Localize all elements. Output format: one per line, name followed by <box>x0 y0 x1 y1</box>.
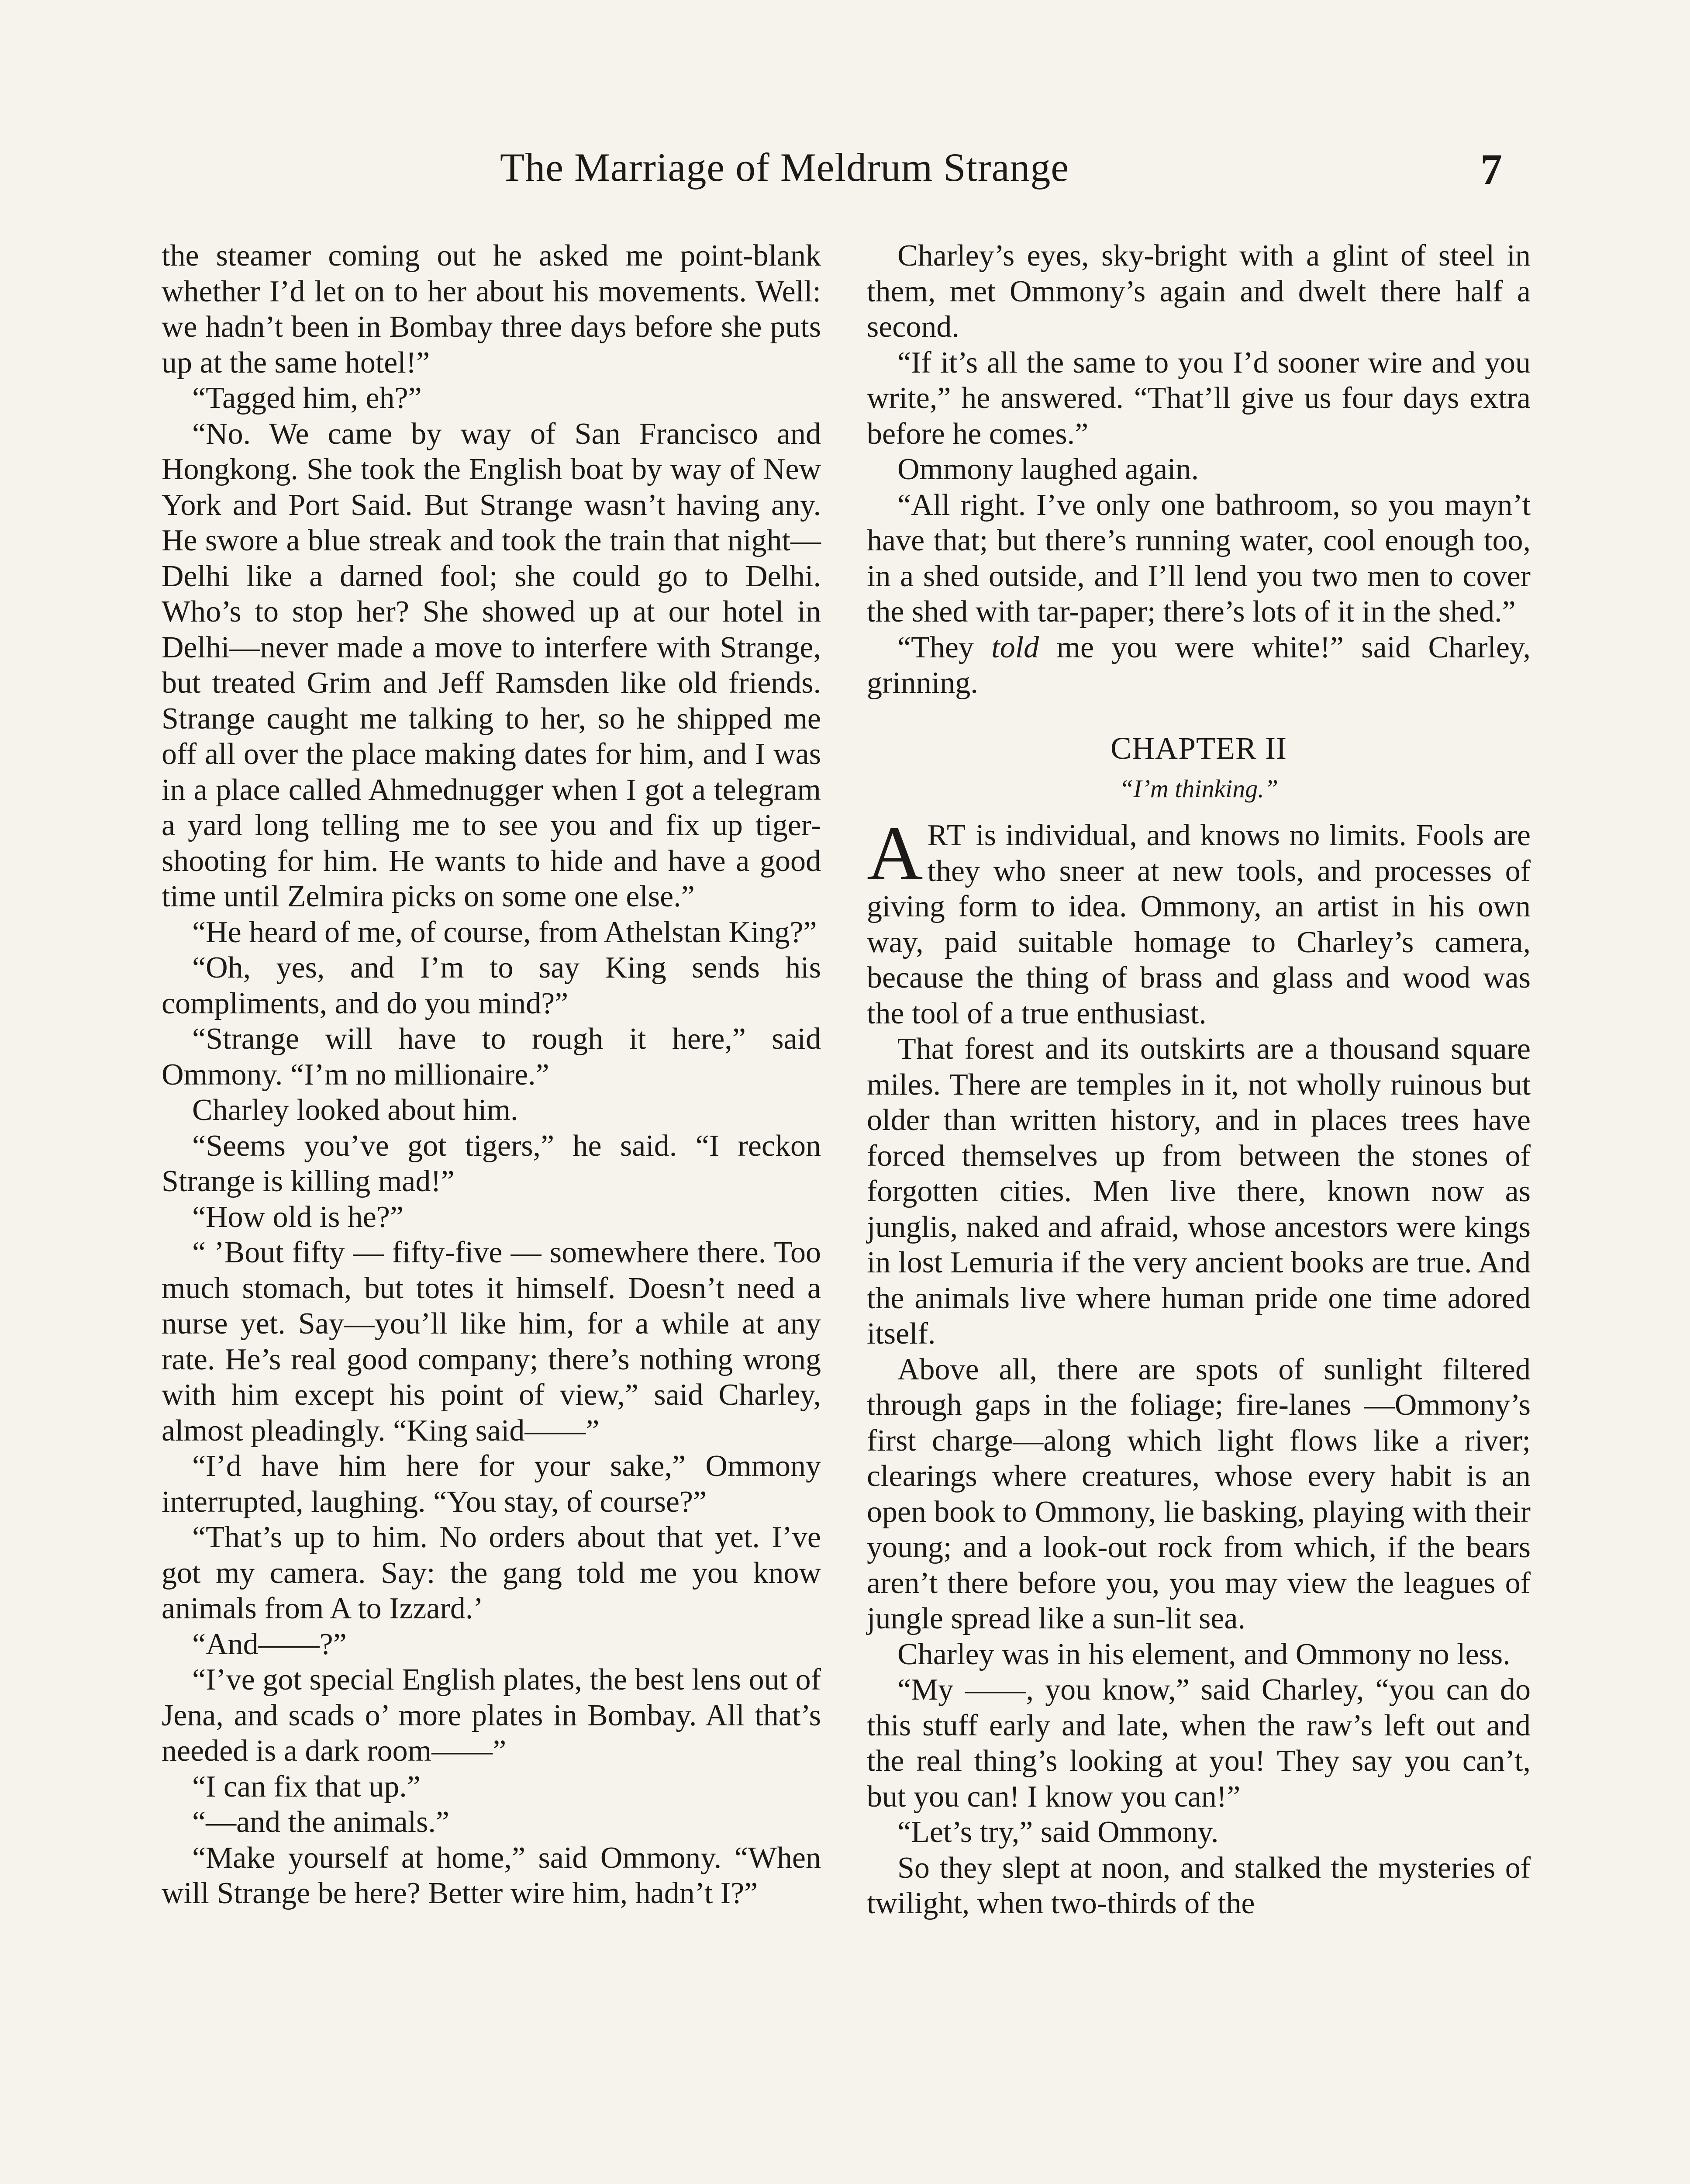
chapter-heading: CHAPTER II <box>1111 730 1287 766</box>
paragraph: “Strange will have to rough it here,” said Ommony. “I’m no millionaire.” <box>162 1022 821 1092</box>
paragraph: Above all, there are spots of sunlight filtered through gaps in the foliage; fire-lanes —Ommony’s first charge—along which light flows like a river; clearings where creatures, whose every habit is an open book to Ommony, lie basking, playing with their young; and a look-out rock from which, if the bears aren’t there before you, you may view the leagues of jungle spread like a sun-lit sea. <box>867 1352 1531 1635</box>
paragraph: the steamer coming out he asked me point-blank whether I’d let on to her about his movements. Well: we hadn’t been in Bombay three days before she puts up at the same hotel!” <box>162 239 821 380</box>
page-header <box>0 144 1690 205</box>
paragraph: “Oh, yes, and I’m to say King sends his compliments, and do you mind?” <box>162 951 821 1020</box>
paragraph: “How old is he?” <box>192 1200 404 1234</box>
right-column <box>867 238 1531 1921</box>
paragraph: “Tagged him, eh?” <box>192 381 422 415</box>
page-number: 7 <box>1480 145 1502 194</box>
paragraph: “—and the animals.” <box>192 1805 449 1839</box>
paragraph: Charley looked about him. <box>192 1093 518 1127</box>
left-column <box>162 238 821 1911</box>
told-italic: told <box>991 630 1039 664</box>
paragraph: “Make yourself at home,” said Ommony. “When will Strange be here? Better wire him, hadn’t I?” <box>162 1841 821 1910</box>
paragraph: That forest and its outskirts are a thousand square miles. There are temples in it, not wholly ruinous but older than written history, and in places trees have forced themselves up from between the stones of forgotten cities. Men live there, known now as junglis, naked and afraid, whose ancestors were kings in lost Lemuria if the very ancient books are true. And the animals live where human pride one time adored itself. <box>867 1032 1531 1351</box>
paragraph: “I’ve got special English plates, the best lens out of Jena, and scads o’ more plates in Bombay. All that’s needed is a dark room——” <box>162 1663 821 1768</box>
paragraph: “Let’s try,” said Ommony. <box>897 1815 1219 1849</box>
opening-text: is individual, and knows no limits. Fools are they who sneer at new tools, and processes of giving form to idea. Ommony, an artist in his own way, paid suitable homage to Charley’s camera, because the thing of brass and glass and wood was the tool of a true enthusiast. <box>867 819 1531 1030</box>
paragraph: “My ——, you know,” said Charley, “you can do this stuff early and late, when the raw’s left out and the real thing’s looking at you! They say you can’t, but you can! I know you can!” <box>867 1673 1531 1814</box>
paragraph: Charley’s eyes, sky-bright with a glint of steel in them, met Ommony’s again and dwelt there half a second. <box>867 239 1531 344</box>
paragraph-told <box>867 630 1531 701</box>
paragraph: “He heard of me, of course, from Athelstan King?” <box>192 915 817 949</box>
paragraph: Charley was in his element, and Ommony no less. <box>897 1637 1511 1671</box>
paragraph: “If it’s all the same to you I’d sooner wire and you write,” he answered. “That’ll give us four days extra before he comes.” <box>867 346 1531 451</box>
paragraph: “Seems you’ve got tigers,” he said. “I reckon Strange is killing mad!” <box>162 1129 821 1198</box>
chapter-opening-paragraph <box>867 810 1531 1031</box>
told-before: “They <box>897 630 992 664</box>
paragraph: “ ’Bout fifty — fifty-five — somewhere there. Too much stomach, but totes it himself. Doesn’t need a nurse yet. Say—you’ll like him, for a while at any rate. He’s real good company; there’s nothing wrong with him except his point of view,” said Charley, almost pleadingly. “King said——” <box>162 1236 821 1448</box>
paragraph: “I can fix that up.” <box>192 1769 421 1804</box>
paragraph: “That’s up to him. No orders about that yet. I’ve got my camera. Say: the gang told me you know animals from A to Izzard.’ <box>162 1521 821 1625</box>
running-title: The Marriage of Meldrum Strange <box>500 145 1069 190</box>
told-after: me you were white!” said Charley, grinning. <box>867 630 1531 700</box>
paragraph: “No. We came by way of San Francisco and Hongkong. She took the English boat by way of New York and Port Said. But Strange wasn’t having any. He swore a blue streak and took the train that night—Delhi like a darned fool; she could go to Delhi. Who’s to stop her? She showed up at our hotel in Delhi—never made a move to interfere with Strange, but treated Grim and Jeff Ramsden like old friends. Strange caught me talking to her, so he shipped me off all over the place making dates for him, and I was in a place called Ahmednugger when I got a telegram a yard long telling me to see you and fix up tiger-shooting for him. He wants to hide and have a good time until Zelmira picks on some one else.” <box>162 417 821 913</box>
paragraph: “I’d have him here for your sake,” Ommony interrupted, laughing. “You stay, of course?” <box>162 1449 821 1519</box>
chapter-subtitle: “I’m thinking.” <box>1119 774 1279 803</box>
paragraph: So they slept at noon, and stalked the mysteries of twilight, when two-thirds of the <box>867 1851 1531 1920</box>
drop-cap: A <box>867 810 923 896</box>
paragraph: Ommony laughed again. <box>897 453 1199 486</box>
opening-caps: RT <box>927 819 966 852</box>
paragraph: “And——?” <box>192 1627 347 1661</box>
paragraph: “All right. I’ve only one bathroom, so you mayn’t have that; but there’s running water, cool enough too, in a shed outside, and I’ll lend you two men to cover the shed with tar-paper; there’s lots of it in the shed.” <box>867 488 1531 629</box>
